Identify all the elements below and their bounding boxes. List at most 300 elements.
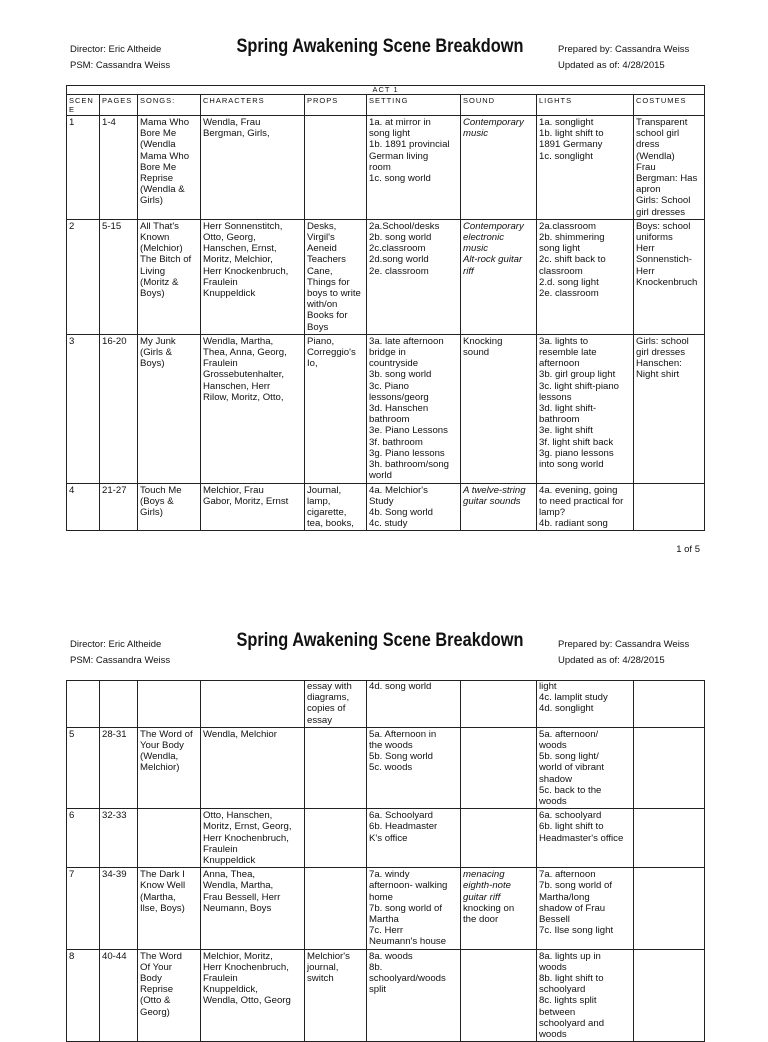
cell-scene: 5 bbox=[67, 727, 100, 808]
props-line: tea, books, bbox=[307, 518, 354, 530]
lights-line: Headmaster's office bbox=[539, 832, 624, 844]
lights-line: 1891 Germany bbox=[539, 139, 603, 151]
sound-line: knocking on bbox=[463, 902, 515, 914]
document-page-2 bbox=[0, 590, 768, 1041]
setting-line: 2e. classroom bbox=[369, 265, 429, 277]
songs-line: The Bitch of bbox=[140, 254, 192, 266]
characters-line: Knuppeldick, bbox=[203, 984, 258, 996]
setting-line: German living bbox=[369, 150, 429, 162]
cell-characters bbox=[201, 809, 305, 868]
characters-line: Neumann, Boys bbox=[203, 902, 272, 914]
cell-lights bbox=[537, 727, 634, 808]
songs-line: Girls) bbox=[140, 506, 163, 518]
cell-lights bbox=[537, 809, 634, 868]
setting-line: 4a. Melchior's bbox=[369, 484, 428, 496]
characters-line: Melchior, Moritz, bbox=[203, 950, 273, 962]
setting-line: 2c.classroom bbox=[369, 243, 426, 255]
scene-breakdown-table-continued bbox=[66, 680, 705, 1042]
props-line: Aeneid bbox=[307, 243, 337, 255]
songs-line: My Junk bbox=[140, 335, 176, 347]
act-label: ACT 1 bbox=[67, 86, 705, 95]
costumes-line: Knockenbruch bbox=[636, 276, 698, 288]
lights-line: 7a. afternoon bbox=[539, 869, 596, 881]
songs-line: All That's bbox=[140, 220, 179, 232]
lights-line: 2a.classroom bbox=[539, 220, 597, 232]
props-line: Desks, bbox=[307, 220, 337, 232]
setting-line: 1a. at mirror in bbox=[369, 117, 431, 128]
songs-line: Living bbox=[140, 265, 166, 277]
costumes-line: Transparent bbox=[636, 117, 688, 128]
characters-line: Knuppeldick bbox=[203, 288, 256, 300]
setting-line: bridge in bbox=[369, 347, 406, 359]
lights-line: between bbox=[539, 1006, 576, 1018]
sound-line: music bbox=[463, 128, 489, 140]
lights-line: 3e. light shift bbox=[539, 425, 593, 437]
setting-line: 5a. Afternoon in bbox=[369, 728, 437, 740]
cell-sound bbox=[461, 116, 537, 220]
cell-sound bbox=[461, 681, 537, 728]
songs-line: Boys) bbox=[140, 358, 165, 370]
characters-line: Bergman, Girls, bbox=[203, 128, 270, 140]
songs-line: Touch Me bbox=[140, 484, 182, 496]
costumes-line: Sonnenstich- bbox=[636, 254, 692, 266]
lights-line: 3c. light shift-piano bbox=[539, 380, 619, 392]
props-line: boys to write bbox=[307, 288, 361, 300]
cell-scene: 1 bbox=[67, 116, 100, 220]
lights-line: 8c. lights split bbox=[539, 995, 597, 1007]
setting-line: 3e. Piano Lessons bbox=[369, 425, 448, 437]
costumes-line: girl dresses bbox=[636, 206, 686, 218]
column-header: PAGES bbox=[100, 95, 138, 116]
column-header: CHARACTERS bbox=[201, 95, 305, 116]
cell-pages: 32-33 bbox=[100, 809, 138, 868]
characters-line: Gabor, Moritz, Ernst bbox=[203, 495, 289, 507]
characters-line: Herr Sonnenstitch, bbox=[203, 220, 283, 232]
cell-lights bbox=[537, 334, 634, 483]
cell-sound bbox=[461, 219, 537, 334]
props-line: diagrams, bbox=[307, 692, 350, 704]
cell-scene: 3 bbox=[67, 334, 100, 483]
setting-line: countryside bbox=[369, 358, 419, 370]
cell-setting bbox=[367, 727, 461, 808]
cell-songs bbox=[138, 681, 201, 728]
cell-costumes bbox=[634, 949, 705, 1042]
songs-line: Girls) bbox=[140, 195, 163, 207]
column-header: PROPS bbox=[305, 95, 367, 116]
cell-setting bbox=[367, 219, 461, 334]
psm-label: PSM: Cassandra Weiss bbox=[70, 655, 171, 666]
updated-date-label: Updated as of: 4/28/2015 bbox=[558, 60, 665, 71]
songs-line: (Wendla, bbox=[140, 751, 179, 763]
cell-sound bbox=[461, 483, 537, 531]
lights-line: 3a. lights to bbox=[539, 335, 589, 347]
costumes-line: girl dresses bbox=[636, 347, 686, 359]
page-number: 1 of 5 bbox=[676, 544, 700, 555]
sound-line: Knocking bbox=[463, 335, 503, 347]
cell-characters bbox=[201, 483, 305, 531]
cell-songs bbox=[138, 727, 201, 808]
props-line: Boys bbox=[307, 321, 329, 333]
column-header: SCENE bbox=[67, 95, 100, 116]
songs-line: Of Your bbox=[140, 961, 173, 973]
cell-props bbox=[305, 334, 367, 483]
sound-line: sound bbox=[463, 347, 490, 359]
table-row bbox=[67, 483, 705, 531]
lights-line: woods bbox=[539, 740, 567, 752]
cell-characters bbox=[201, 727, 305, 808]
setting-line: Study bbox=[369, 495, 394, 507]
lights-line: light bbox=[539, 681, 557, 692]
setting-line: 2a.School/desks bbox=[369, 220, 440, 232]
cell-sound bbox=[461, 868, 537, 949]
column-header: COSTUMES bbox=[634, 95, 705, 116]
setting-line: 6b. Headmaster bbox=[369, 821, 438, 833]
costumes-line: dress bbox=[636, 139, 660, 151]
cell-songs bbox=[138, 868, 201, 949]
characters-line: Hanschen, Herr bbox=[203, 380, 271, 392]
lights-line: world of vibrant bbox=[539, 762, 605, 774]
cell-lights bbox=[537, 116, 634, 220]
cell-costumes bbox=[634, 334, 705, 483]
lights-line: 6b. light shift to bbox=[539, 821, 604, 833]
characters-line: Melchior, Frau bbox=[203, 484, 264, 496]
lights-line: 7c. Ilse song light bbox=[539, 925, 614, 937]
characters-line: Fraulein bbox=[203, 276, 238, 288]
cell-costumes bbox=[634, 809, 705, 868]
costumes-line: Girls: School bbox=[636, 195, 691, 207]
lights-line: 4c. lamplit study bbox=[539, 692, 608, 704]
setting-line: 3h. bathroom/song bbox=[369, 459, 450, 471]
songs-line: (Otto & bbox=[140, 995, 171, 1007]
lights-line: classroom bbox=[539, 265, 583, 277]
costumes-line: Herr bbox=[636, 265, 655, 277]
table-row bbox=[67, 334, 705, 483]
cell-pages: 21-27 bbox=[100, 483, 138, 531]
lights-line: schoolyard bbox=[539, 984, 586, 996]
act-row bbox=[67, 86, 705, 95]
setting-line: schoolyard/woods bbox=[369, 973, 446, 985]
costumes-line: apron bbox=[636, 184, 661, 196]
cell-props bbox=[305, 868, 367, 949]
column-header: SOUND bbox=[461, 95, 537, 116]
lights-line: 2c. shift back to bbox=[539, 254, 606, 266]
cell-lights bbox=[537, 681, 634, 728]
lights-line: resemble late bbox=[539, 347, 597, 359]
songs-line: Reprise bbox=[140, 984, 174, 996]
lights-line: lamp? bbox=[539, 506, 566, 518]
setting-line: 3b. song world bbox=[369, 369, 432, 381]
songs-line: Mama Who bbox=[140, 117, 190, 128]
cell-pages: 1-4 bbox=[100, 116, 138, 220]
lights-line: 4d. songlight bbox=[539, 703, 594, 715]
setting-line: the woods bbox=[369, 740, 413, 752]
characters-line: Herr Knochenbruch, bbox=[203, 832, 289, 844]
lights-line: 1c. songlight bbox=[539, 150, 593, 162]
setting-line: 3f. bathroom bbox=[369, 436, 423, 448]
characters-line: Herr Knochenbruch, bbox=[203, 961, 289, 973]
lights-line: 3f. light shift back bbox=[539, 436, 614, 448]
songs-line: Body bbox=[140, 973, 162, 985]
costumes-line: uniforms bbox=[636, 232, 673, 244]
songs-line: Boys) bbox=[140, 288, 165, 300]
costumes-line: school girl bbox=[636, 128, 680, 140]
setting-line: Martha bbox=[369, 914, 399, 926]
header-right bbox=[558, 637, 689, 669]
cell-scene: 8 bbox=[67, 949, 100, 1042]
cell-props bbox=[305, 219, 367, 334]
props-line: essay bbox=[307, 714, 333, 726]
costumes-line: Boys: school bbox=[636, 220, 691, 232]
props-line: cigarette, bbox=[307, 506, 347, 518]
characters-line: Wendla, Martha, bbox=[203, 335, 274, 347]
characters-line: Wendla, Otto, Georg bbox=[203, 995, 291, 1007]
lights-line: 2b. shimmering bbox=[539, 232, 605, 244]
cell-characters bbox=[201, 949, 305, 1042]
cell-costumes bbox=[634, 483, 705, 531]
sound-line: eighth-note bbox=[463, 880, 512, 892]
characters-line: Wendla, Frau bbox=[203, 117, 261, 128]
lights-line: 5a. afternoon/ bbox=[539, 728, 599, 740]
songs-line: Melchior) bbox=[140, 762, 180, 774]
lights-line: afternoon bbox=[539, 358, 580, 370]
sound-line: music bbox=[463, 243, 489, 255]
sound-line: guitar riff bbox=[463, 891, 501, 903]
cell-pages bbox=[100, 681, 138, 728]
lights-line: 1b. light shift to bbox=[539, 128, 604, 140]
cell-costumes bbox=[634, 116, 705, 220]
table-row bbox=[67, 727, 705, 808]
cell-characters bbox=[201, 681, 305, 728]
cell-props bbox=[305, 949, 367, 1042]
setting-line: bathroom bbox=[369, 414, 410, 426]
setting-line: 1b. 1891 provincial bbox=[369, 139, 450, 151]
characters-line: Knuppeldick bbox=[203, 855, 256, 867]
cell-scene: 2 bbox=[67, 219, 100, 334]
sound-line: guitar sounds bbox=[463, 495, 521, 507]
songs-line: Mama Who bbox=[140, 150, 190, 162]
lights-line: 1a. songlight bbox=[539, 117, 594, 128]
lights-line: Martha/long bbox=[539, 891, 590, 903]
characters-line: Hanschen, Ernst, bbox=[203, 243, 277, 255]
column-header: SONGS: bbox=[138, 95, 201, 116]
prepared-by-label: Prepared by: Cassandra Weiss bbox=[558, 639, 690, 650]
songs-line: Bore Me bbox=[140, 128, 177, 140]
lights-line: shadow bbox=[539, 773, 573, 785]
cell-setting bbox=[367, 116, 461, 220]
setting-line: Neumann's house bbox=[369, 936, 447, 948]
cell-songs bbox=[138, 809, 201, 868]
lights-line: 8b. light shift to bbox=[539, 973, 604, 985]
lights-line: 3g. piano lessons bbox=[539, 447, 614, 459]
table-row bbox=[67, 116, 705, 220]
cell-props bbox=[305, 681, 367, 728]
cell-costumes bbox=[634, 727, 705, 808]
props-line: Journal, bbox=[307, 484, 342, 496]
table-row bbox=[67, 949, 705, 1042]
characters-line: Grossebutenhalter, bbox=[203, 369, 285, 381]
characters-line: Wendla, Martha, bbox=[203, 880, 274, 892]
column-header: LIGHTS bbox=[537, 95, 634, 116]
cell-songs bbox=[138, 483, 201, 531]
setting-line: K's office bbox=[369, 832, 408, 844]
characters-line: Moritz, Melchior, bbox=[203, 254, 273, 266]
cell-setting bbox=[367, 483, 461, 531]
props-line: Things for bbox=[307, 276, 350, 288]
setting-line: 7b. song world of bbox=[369, 902, 443, 914]
cell-props bbox=[305, 727, 367, 808]
songs-line: (Wendla bbox=[140, 139, 176, 151]
header-left bbox=[70, 42, 170, 74]
props-line: Books for bbox=[307, 310, 348, 322]
props-line: copies of bbox=[307, 703, 346, 715]
header-left bbox=[70, 637, 170, 669]
setting-line: 4b. Song world bbox=[369, 506, 433, 518]
sound-line: the door bbox=[463, 914, 499, 926]
props-line: Piano, bbox=[307, 335, 335, 347]
setting-line: 8a. woods bbox=[369, 950, 413, 962]
cell-pages: 28-31 bbox=[100, 727, 138, 808]
setting-line: world bbox=[369, 470, 392, 482]
cell-songs bbox=[138, 949, 201, 1042]
setting-line: home bbox=[369, 891, 393, 903]
characters-line: Herr Knockenbruch, bbox=[203, 265, 289, 277]
cell-setting bbox=[367, 868, 461, 949]
cell-scene: 7 bbox=[67, 868, 100, 949]
lights-line: woods bbox=[539, 1029, 567, 1041]
props-line: Virgil's bbox=[307, 232, 335, 244]
lights-line: bathroom bbox=[539, 414, 580, 426]
lights-line: 3b. girl group light bbox=[539, 369, 616, 381]
cell-scene: 4 bbox=[67, 483, 100, 531]
table-row bbox=[67, 809, 705, 868]
songs-line: Known bbox=[140, 232, 170, 244]
director-label: Director: Eric Altheide bbox=[70, 639, 162, 650]
cell-lights bbox=[537, 868, 634, 949]
cell-sound bbox=[461, 727, 537, 808]
lights-line: 8a. lights up in bbox=[539, 950, 601, 962]
document-title: Spring Awakening Scene Breakdown bbox=[236, 36, 524, 57]
songs-line: (Moritz & bbox=[140, 276, 179, 288]
props-line: switch bbox=[307, 973, 334, 985]
props-line: with/on bbox=[307, 299, 338, 311]
songs-line: (Wendla & bbox=[140, 184, 185, 196]
cell-costumes bbox=[634, 868, 705, 949]
lights-line: woods bbox=[539, 961, 567, 973]
songs-line: Georg) bbox=[140, 1006, 170, 1018]
cell-setting bbox=[367, 334, 461, 483]
characters-line: Thea, Anna, Georg, bbox=[203, 347, 287, 359]
costumes-line: Herr bbox=[636, 243, 655, 255]
sound-line: A twelve-string bbox=[463, 484, 526, 496]
setting-line: 3c. Piano bbox=[369, 380, 410, 392]
lights-line: into song world bbox=[539, 459, 604, 471]
setting-line: song light bbox=[369, 128, 411, 140]
props-line: essay with bbox=[307, 681, 352, 692]
lights-line: 5b. song light/ bbox=[539, 751, 599, 763]
cell-songs bbox=[138, 219, 201, 334]
lights-line: to need practical for bbox=[539, 495, 624, 507]
lights-line: woods bbox=[539, 796, 567, 808]
lights-line: 5c. back to the bbox=[539, 784, 602, 796]
costumes-line: Hanschen: bbox=[636, 358, 682, 370]
sound-line: riff bbox=[463, 265, 474, 277]
lights-line: 4b. radiant song bbox=[539, 518, 608, 530]
costumes-line: Night shirt bbox=[636, 369, 680, 381]
cell-pages: 40-44 bbox=[100, 949, 138, 1042]
songs-line: (Girls & bbox=[140, 347, 172, 359]
cell-setting bbox=[367, 809, 461, 868]
setting-line: 4d. song world bbox=[369, 681, 432, 692]
songs-line: (Melchior) bbox=[140, 243, 183, 255]
cell-scene: 6 bbox=[67, 809, 100, 868]
cell-costumes bbox=[634, 681, 705, 728]
cell-lights bbox=[537, 483, 634, 531]
characters-line: Frau Bessell, Herr bbox=[203, 891, 281, 903]
characters-line: Otto, Hanschen, bbox=[203, 810, 273, 822]
column-header: SETTING bbox=[367, 95, 461, 116]
props-line: journal, bbox=[307, 961, 339, 973]
scene-breakdown-table bbox=[66, 85, 705, 531]
column-header-row bbox=[67, 95, 705, 116]
setting-line: 8b. bbox=[369, 961, 383, 973]
cell-characters bbox=[201, 116, 305, 220]
setting-line: 7a. windy bbox=[369, 869, 410, 881]
setting-line: 3d. Hanschen bbox=[369, 403, 429, 415]
table-row bbox=[67, 868, 705, 949]
props-line: Teachers bbox=[307, 254, 346, 266]
lights-line: 6a. schoolyard bbox=[539, 810, 602, 822]
songs-line: Bore Me bbox=[140, 161, 177, 173]
sound-line: menacing bbox=[463, 869, 505, 881]
cell-lights bbox=[537, 949, 634, 1042]
setting-line: split bbox=[369, 984, 387, 996]
psm-label: PSM: Cassandra Weiss bbox=[70, 60, 171, 71]
costumes-line: (Wendla) bbox=[636, 150, 675, 162]
setting-line: 4c. study bbox=[369, 518, 408, 530]
characters-line: Wendla, Melchior bbox=[203, 728, 277, 740]
cell-characters bbox=[201, 868, 305, 949]
setting-line: 3a. late afternoon bbox=[369, 335, 444, 347]
cell-songs bbox=[138, 116, 201, 220]
lights-line: schoolyard and bbox=[539, 1017, 605, 1029]
songs-line: The Word bbox=[140, 950, 182, 962]
setting-line: 7c. Herr bbox=[369, 925, 404, 937]
cell-lights bbox=[537, 219, 634, 334]
cell-setting bbox=[367, 949, 461, 1042]
songs-line: (Martha, bbox=[140, 891, 176, 903]
props-line: Correggio's bbox=[307, 347, 356, 359]
director-label: Director: Eric Altheide bbox=[70, 44, 162, 55]
lights-line: 4a. evening, going bbox=[539, 484, 618, 496]
costumes-line: Frau bbox=[636, 161, 656, 173]
updated-date-label: Updated as of: 4/28/2015 bbox=[558, 655, 665, 666]
lights-line: 7b. song world of bbox=[539, 880, 613, 892]
sound-line: Alt-rock guitar bbox=[463, 254, 523, 266]
lights-line: 2e. classroom bbox=[539, 288, 599, 300]
characters-line: Anna, Thea, bbox=[203, 869, 256, 881]
characters-line: Fraulein bbox=[203, 973, 238, 985]
characters-line: Otto, Georg, bbox=[203, 232, 256, 244]
cell-scene bbox=[67, 681, 100, 728]
cell-characters bbox=[201, 219, 305, 334]
songs-line: The Dark I bbox=[140, 869, 185, 881]
cell-pages: 5-15 bbox=[100, 219, 138, 334]
setting-line: lessons/georg bbox=[369, 391, 429, 403]
cell-sound bbox=[461, 334, 537, 483]
props-line: Melchior's bbox=[307, 950, 350, 962]
setting-line: 1c. song world bbox=[369, 173, 431, 185]
cell-pages: 16-20 bbox=[100, 334, 138, 483]
